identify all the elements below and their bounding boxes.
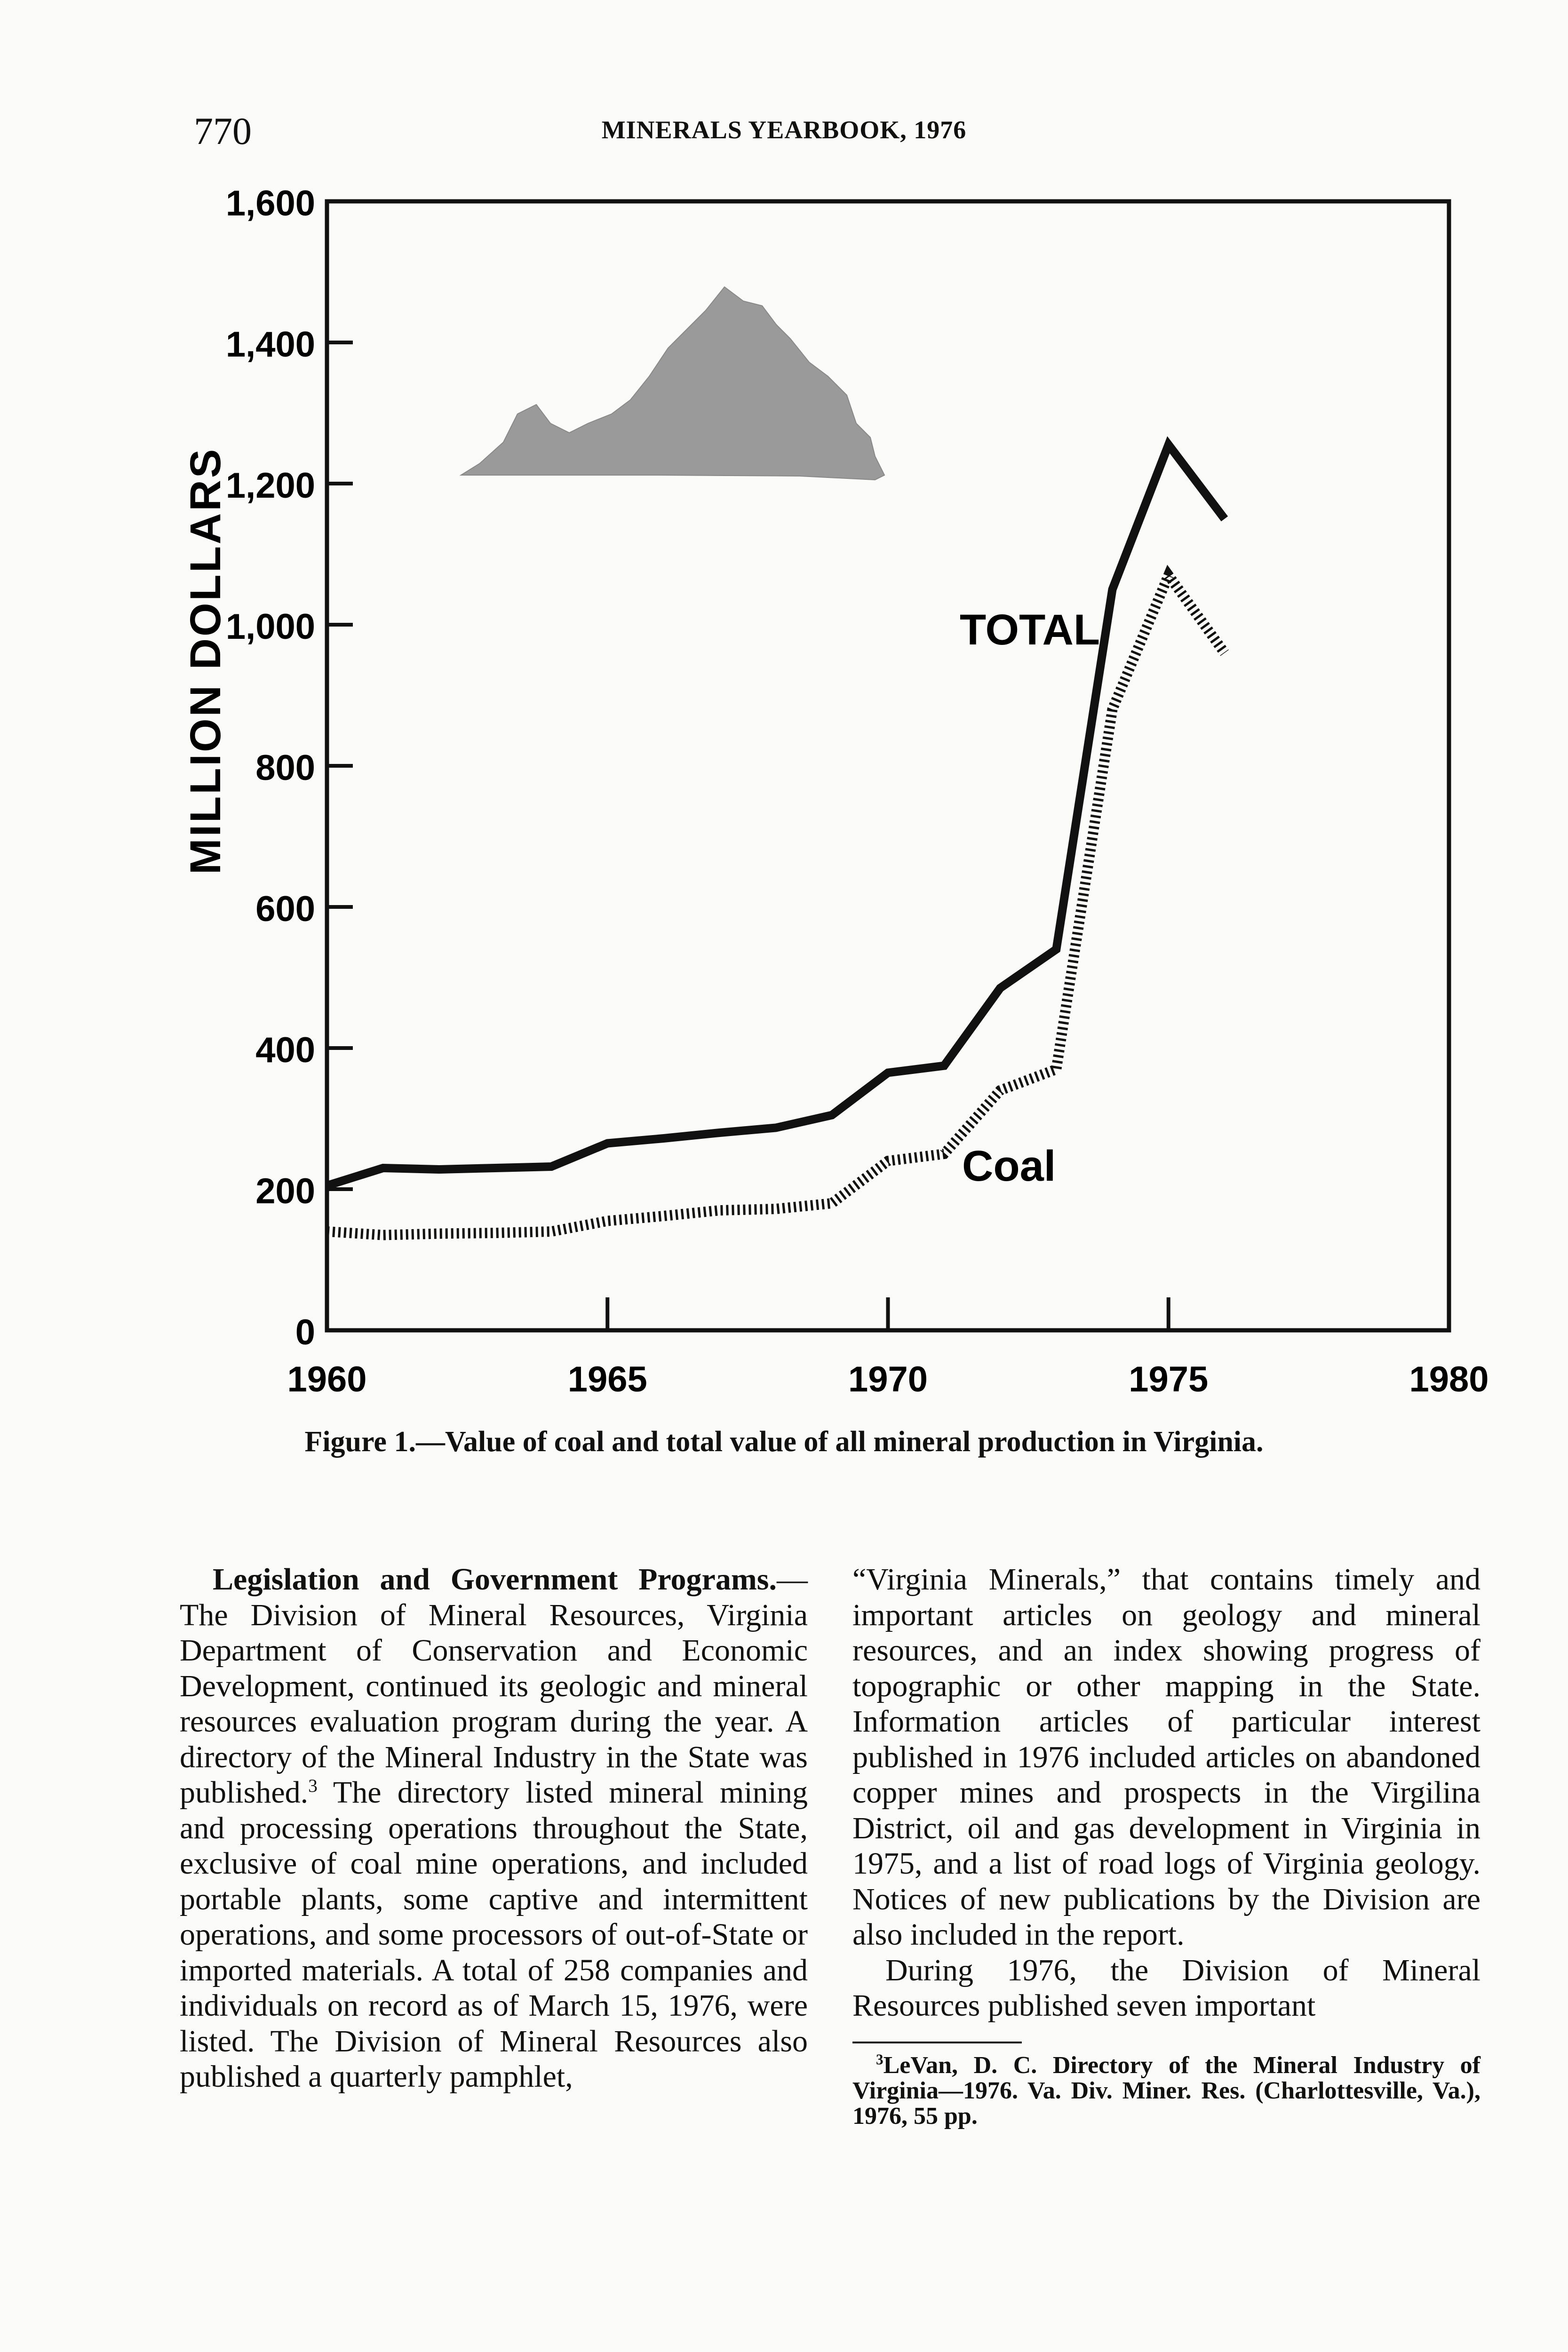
y-tick-label: 0 <box>295 1312 315 1352</box>
x-tick-label: 1970 <box>848 1359 928 1399</box>
footnote-reference: 3 <box>308 1775 318 1796</box>
body-left-column <box>180 1562 808 2095</box>
section-heading: Legislation and Government Programs. <box>213 1562 777 1597</box>
y-tick-label: 200 <box>255 1171 315 1211</box>
total-annotation: TOTAL <box>960 606 1100 654</box>
running-title: MINERALS YEARBOOK, 1976 <box>601 116 967 144</box>
footnote-divider <box>852 2042 1022 2043</box>
footnote-number: 3 <box>876 2051 883 2068</box>
left-paragraph-text-cont: The directory listed mineral mining and processing operations throughout the State, exclusive of coal mine operations, and included portable plants, some captive and intermittent operations, and some processors of out-of-State or imported materials. A total of 258 companies and individuals on record as of March 15, 1976, were listed. The Division of Mineral Resources also published a quarterly pamphlet, <box>180 1775 808 2094</box>
y-tick-label: 600 <box>255 889 315 929</box>
right-paragraph-2: During 1976, the Division of Mineral Resources published seven important <box>852 1953 1480 2023</box>
y-tick-label: 1,200 <box>225 466 315 506</box>
footnote <box>852 2053 1480 2129</box>
left-paragraph-text: —The Division of Mineral Resources, Virginia Department of Conservation and Economic Development, continued its geologic and mineral resources evaluation program during the year. A directory of the Mineral Industry in the State was published. <box>180 1562 808 1810</box>
footnote-text: LeVan, D. C. Directory of the Mineral Industry of Virginia—1976. Va. Div. Miner. Res. (Charlottesville, Va.), 1976, 55 pp. <box>852 2051 1480 2130</box>
total-series-line <box>327 445 1225 1186</box>
y-axis-ticks <box>226 183 353 1352</box>
y-tick-label: 1,600 <box>225 183 315 223</box>
page-number: 770 <box>194 110 252 152</box>
coal-annotation: Coal <box>962 1142 1056 1190</box>
right-paragraph-1: “Virginia Minerals,” that contains timely and important articles on geology and mineral resources, and an index showing progress of topographic or other mapping in the State. Information articles of particular interest published in 1976 included articles on abandoned copper mines and prospects in the Virgilina District, oil and gas development in Virginia in 1975, and a list of road logs of Virginia geology. Notices of new publications by the Division are also included in the report. <box>852 1562 1480 1952</box>
y-tick-label: 1,000 <box>225 607 315 647</box>
y-tick-label: 1,400 <box>225 325 315 365</box>
virginia-map-shape <box>461 287 884 480</box>
x-tick-label: 1960 <box>287 1359 367 1399</box>
virginia-map-icon <box>461 287 884 480</box>
x-axis-ticks <box>287 1297 1488 1399</box>
body-right-column <box>852 1562 1480 2129</box>
x-tick-label: 1980 <box>1409 1359 1489 1399</box>
figure-caption: Figure 1.—Value of coal and total value of all mineral production in Virginia. <box>304 1426 1264 1458</box>
x-tick-label: 1975 <box>1129 1359 1209 1399</box>
y-tick-label: 400 <box>255 1030 315 1070</box>
coal-series-line <box>327 575 1225 1235</box>
y-tick-label: 800 <box>255 748 315 788</box>
y-axis-label: MILLION DOLLARS <box>182 447 230 875</box>
x-tick-label: 1965 <box>567 1359 647 1399</box>
